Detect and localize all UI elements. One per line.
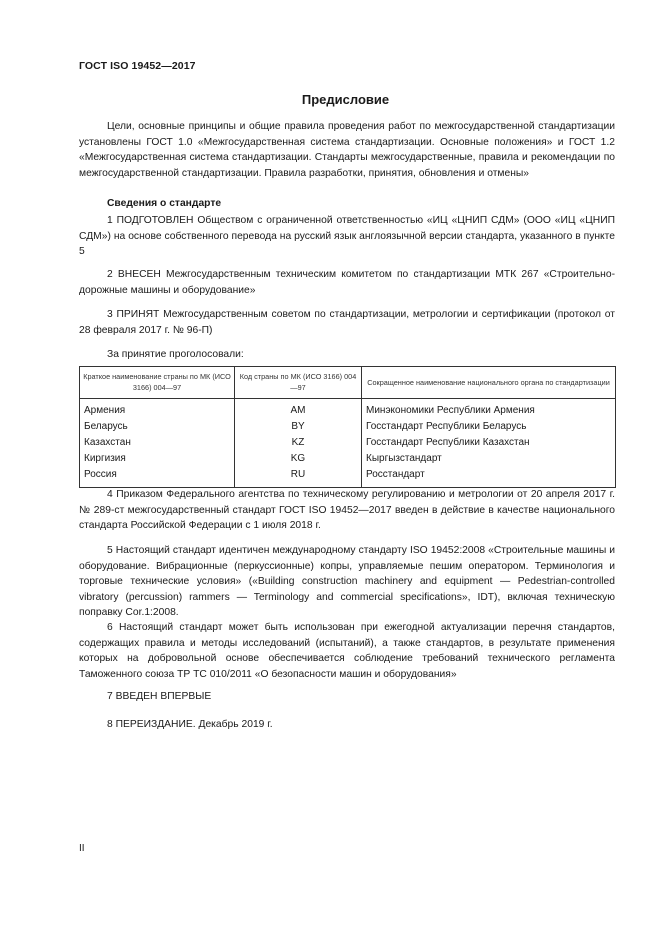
standards-body-cell: Росстандарт <box>362 467 616 488</box>
country-name-cell: Россия <box>80 467 235 488</box>
item-1-paragraph: 1 ПОДГОТОВЛЕН Обществом с ограниченной ответственностью «ИЦ «ЦНИП СДМ» (ООО «ИЦ «ЦНИП СДМ») на основе собственного перевода на русский язык англоязычной версии стандарта, указанного в пункте 5 <box>79 215 615 258</box>
header-standards-body: Сокращенное наименование национального органа по стандартизации <box>362 367 616 399</box>
section-heading: Сведения о стандарте <box>107 198 222 209</box>
country-code-cell: KZ <box>235 435 362 451</box>
item-4-paragraph: 4 Приказом Федерального агентства по техническому регулированию и метрологии от 20 апреля 2017 г. № 289-ст межгосударственный стандарт ГОСТ ISO 19452—2017 введен в действие в качестве национального стандарта Российской Федерации с 1 июля 2018 г. <box>79 489 615 532</box>
country-code-cell: AM <box>235 399 362 420</box>
country-name-cell: Беларусь <box>80 419 235 435</box>
item-2-paragraph: 2 ВНЕСЕН Межгосударственным техническим комитетом по стандартизации МТК 267 «Строительно-дорожные машины и оборудование» <box>79 269 615 296</box>
standards-body-cell: Госстандарт Республики Беларусь <box>362 419 616 435</box>
standards-body-cell: Кыргызстандарт <box>362 451 616 467</box>
header-country-name: Краткое наименование страны по МК (ИСО 3166) 004—97 <box>80 367 235 399</box>
table-row <box>80 419 616 435</box>
standards-body-cell: Госстандарт Республики Казахстан <box>362 435 616 451</box>
vote-intro: За принятие проголосовали: <box>107 349 244 360</box>
country-code-cell: BY <box>235 419 362 435</box>
intro-paragraph: Цели, основные принципы и общие правила проведения работ по межгосударственной стандартизации установлены ГОСТ 1.0 «Межгосударственная система стандартизации. Основные положения» и ГОСТ 1.2 «Межгосударственная система стандартизации. Стандарты межгосударственные, правила и рекомендации по межгосударственной стандартизации. Правила разработки, принятия, обновления и отмены» <box>79 121 615 179</box>
table-row <box>80 451 616 467</box>
country-code-cell: KG <box>235 451 362 467</box>
item-7-paragraph: 7 ВВЕДЕН ВПЕРВЫЕ <box>107 691 212 702</box>
country-name-cell: Казахстан <box>80 435 235 451</box>
standard-code-header: ГОСТ ISO 19452—2017 <box>79 60 196 72</box>
country-name-cell: Киргизия <box>80 451 235 467</box>
country-name-cell: Армения <box>80 399 235 420</box>
standards-body-cell: Минэкономики Республики Армения <box>362 399 616 420</box>
page-title: Предисловие <box>301 92 390 107</box>
table-row <box>80 467 616 488</box>
vote-table-header-row <box>80 367 616 399</box>
item-8-paragraph: 8 ПЕРЕИЗДАНИЕ. Декабрь 2019 г. <box>107 719 273 730</box>
item-3-paragraph: 3 ПРИНЯТ Межгосударственным советом по стандартизации, метрологии и сертификации (протокол от 28 февраля 2017 г. № 96-П) <box>79 309 615 336</box>
vote-table <box>79 366 616 488</box>
item-6-paragraph: 6 Настоящий стандарт может быть использован при ежегодной актуализации перечня стандартов, содержащих правила и методы исследований (испытаний), а также стандартов, в результате применения которых на добровольной основе обеспечивается соблюдение требований технического регламента Таможенного союза ТР ТС 010/2011 «О безопасности машин и оборудования» <box>79 622 615 680</box>
item-5-paragraph: 5 Настоящий стандарт идентичен международному стандарту ISO 19452:2008 «Строительные машины и оборудование. Вибрационные (перкуссионные) копры, управляемые пешим оператором. Терминология и торговые технические условия» («Building construction machinery and equipment — Pedestrian-controlled vibratory (percussion) rammers — Terminology and commercial specifications», IDT), включая техническую поправку Cor.1:2008. <box>79 545 615 619</box>
table-row <box>80 399 616 420</box>
country-code-cell: RU <box>235 467 362 488</box>
table-row <box>80 435 616 451</box>
header-country-code: Код страны по МК (ИСО 3166) 004—97 <box>235 367 362 399</box>
page-number: II <box>79 843 85 854</box>
